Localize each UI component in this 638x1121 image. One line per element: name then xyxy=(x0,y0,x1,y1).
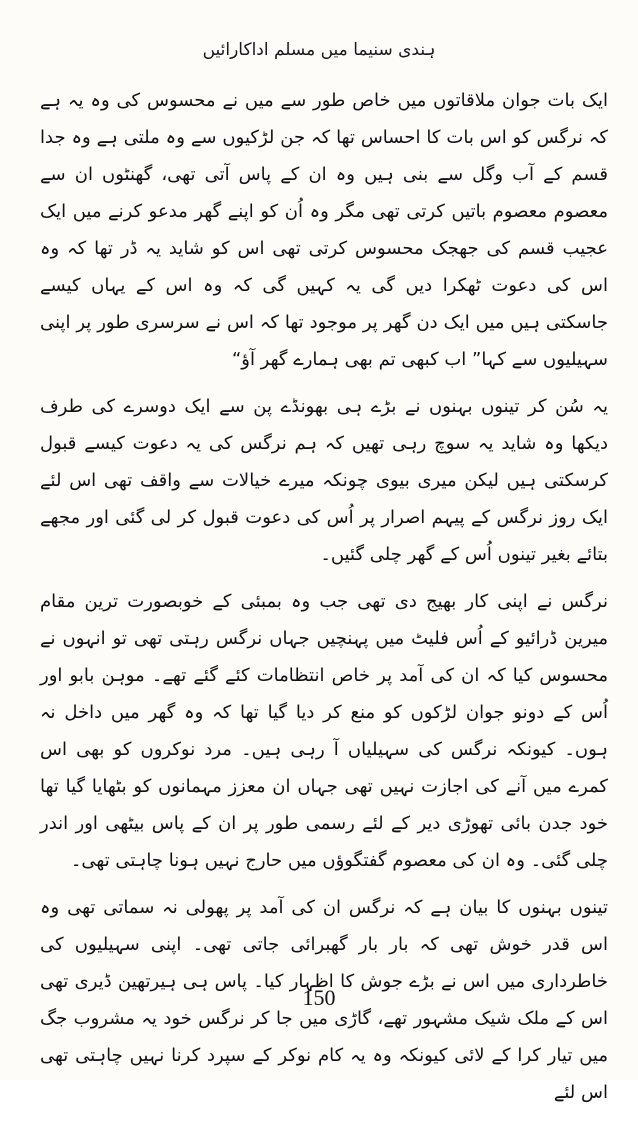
paragraph: نرگس نے اپنی کار بھیج دی تھی جب وہ بمبئی کے خوبصورت ترین مقام میرین ڈرائیو کے اُس فلیٹ میں پہنچیں جہاں نرگس رہتی تھی تو انہوں نے محسوس کیا کہ ان کی آمد پر خاص انتظامات کئے گئے تھے۔ موہن بابو اور اُس کے دونو جوان لڑکوں کو منع کر دیا گیا تھا کہ وہ گھر میں داخل نہ ہوں۔ کیونکہ نرگس کی سہیلیاں آ رہی ہیں۔ مرد نوکروں کو بھی اس کمرے میں آنے کی اجازت نہیں تھی جہاں ان معزز مہمانوں کو بٹھایا گیا تھا خود جدن بائی تھوڑی دیر کے لئے رسمی طور پر ان کے پاس بیٹھی اور اندر چلی گئی۔ وہ ان کی معصوم گفتگوؤں میں حارج نہیں ہونا چاہتی تھی۔ xyxy=(40,591,608,871)
running-header: ہندی سنیما میں مسلم اداکارائیں xyxy=(202,40,436,60)
paragraph: یہ سُن کر تینوں بہنوں نے بڑے ہی بھونڈے پن سے ایک دوسرے کی طرف دیکھا وہ شاید یہ سوچ رہی تھیں کہ ہم نرگس کی یہ دعوت کیسے قبول کرسکتی ہیں لیکن میری بیوی چونکہ میرے خیالات سے واقف تھی اس لئے ایک روز نرگس کے پیہم اصرار پر اُس کی دعوت قبول کر لی گئی اور مجھے بتائے بغیر تینوں اُس کے گھر چلی گئیں۔ xyxy=(40,396,608,565)
paragraph: ایک بات جوان ملاقاتوں میں خاص طور سے میں نے محسوس کی وہ یہ ہے کہ نرگس کو اس بات کا احساس تھا کہ جن لڑکیوں سے وہ ملتی ہے وہ جدا قسم کے آب وگل سے بنی ہیں وہ ان کے پاس آتی تھی، گھنٹوں ان سے معصوم معصوم باتیں کرتی تھی مگر وہ اُن کو اپنے گھر مدعو کرنے میں ایک عجیب قسم کی جھجک محسوس کرتی تھی اس کو شاید یہ ڈر تھا کہ وہ اس کی دعوت ٹھکرا دیں گی یہ کہیں گی کہ وہ اس کے یہاں کیسے جاسکتی ہیں میں ایک دن گھر پر موجود تھا کہ اس نے سرسری طور پر اپنی سہیلیوں سے کہا” اب کبھی تم بھی ہمارے گھر آؤ“ xyxy=(40,90,608,370)
page-number: 150 xyxy=(302,985,336,1010)
paragraph: تینوں بہنوں کا بیان ہے کہ نرگس ان کی آمد پر پھولی نہ سماتی تھی وہ اس قدر خوش تھی کہ بار بار گھبرائی جاتی تھی۔ اپنی سہیلیوں کی خاطرداری میں اس نے بڑے جوش کا اظہار کیا۔ پاس ہی ہیرتھین ڈیری تھی اس کے ملک شیک مشہور تھے، گاڑی میں جا کر نرگس خود یہ مشروب جگ میں تیار کرا کے لائی کیونکہ وہ یہ کام نوکر کے سپرد کرنا نہیں چاہتی تھی اس لئے xyxy=(40,897,608,1103)
body-text xyxy=(40,82,608,1121)
